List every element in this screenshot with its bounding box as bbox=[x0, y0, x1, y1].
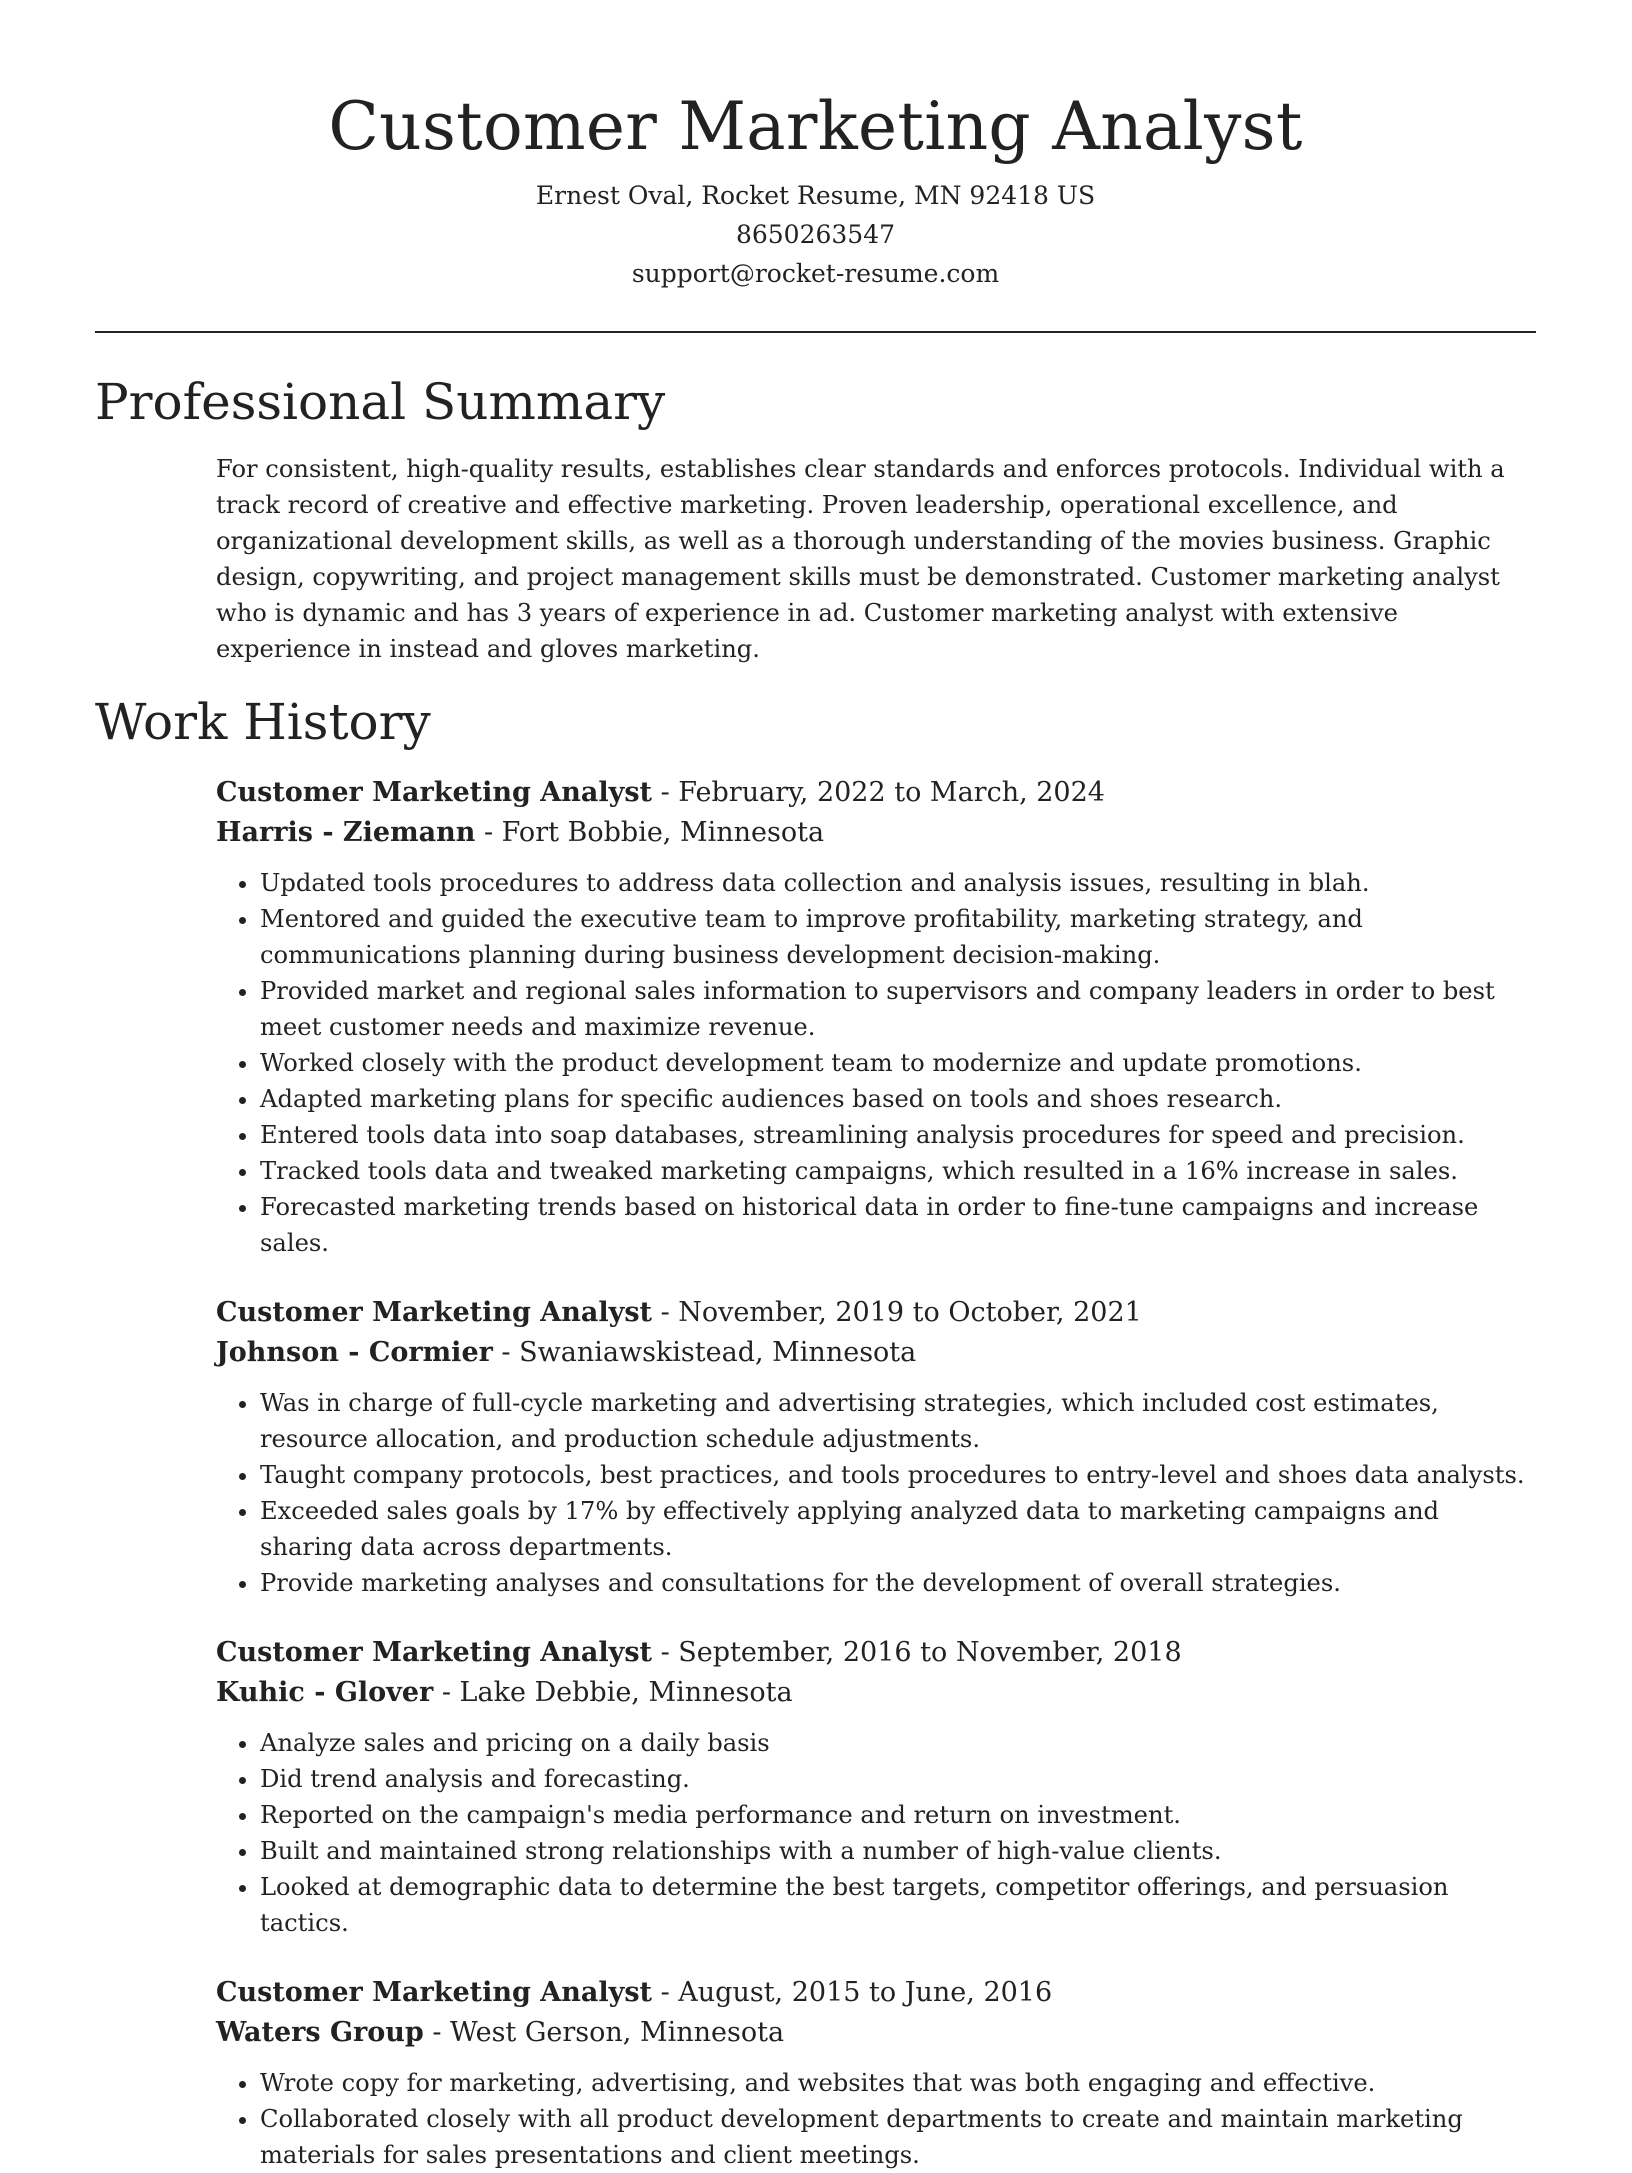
duty-item: • Was in charge of full-cycle marketing and advertising strategies, which included cost estimates, resource allocation, and production schedule adjustments. bbox=[260, 1385, 1536, 1457]
duty-item: • Forecasted marketing trends based on historical data in order to fine-tune campaigns and increase sales. bbox=[260, 1189, 1536, 1261]
section-title-summary: Professional Summary bbox=[95, 373, 666, 431]
job-entry bbox=[216, 1293, 1536, 1601]
resume-page bbox=[95, 0, 1536, 2173]
job-role: Customer Marketing Analyst bbox=[216, 1977, 652, 2008]
duty-item: • Entered tools data into soap databases, streamlining analysis procedures for speed and precision. bbox=[260, 1117, 1536, 1153]
job-location: - Fort Bobbie, Minnesota bbox=[475, 817, 825, 848]
section-title-work-history: Work History bbox=[95, 693, 431, 751]
job-role: Customer Marketing Analyst bbox=[216, 1297, 652, 1328]
contact-phone: 8650263547 bbox=[735, 220, 896, 249]
duty-item: • Provided market and regional sales information to supervisors and company leaders in order to best meet customer needs and maximize revenue. bbox=[260, 973, 1536, 1045]
job-list bbox=[95, 773, 1536, 2173]
job-dates: - September, 2016 to November, 2018 bbox=[652, 1637, 1182, 1668]
duty-item: • Worked closely with the product development team to modernize and update promotions. bbox=[260, 1045, 1536, 1081]
contact-email[interactable]: support@rocket-resume.com bbox=[631, 259, 1000, 288]
duty-item: • Did trend analysis and forecasting. bbox=[260, 1761, 1536, 1797]
job-company: Waters Group bbox=[216, 2017, 424, 2048]
job-duties bbox=[216, 1385, 1536, 1601]
resume-header bbox=[95, 0, 1536, 293]
duty-item: • Analyze sales and pricing on a daily basis bbox=[260, 1725, 1536, 1761]
job-title-line bbox=[216, 1293, 1536, 1333]
resume-title: Customer Marketing Analyst bbox=[328, 88, 1303, 165]
job-entry bbox=[216, 773, 1536, 1261]
duty-item: • Updated tools procedures to address data collection and analysis issues, resulting in blah. bbox=[260, 865, 1536, 901]
job-location: - West Gerson, Minnesota bbox=[423, 2017, 785, 2048]
job-role: Customer Marketing Analyst bbox=[216, 1637, 652, 1668]
job-dates: - February, 2022 to March, 2024 bbox=[652, 777, 1105, 808]
job-location: - Swaniawskistead, Minnesota bbox=[492, 1337, 917, 1368]
contact-block bbox=[95, 176, 1536, 293]
job-company-line bbox=[216, 1673, 1536, 1713]
job-title-line bbox=[216, 1973, 1536, 2013]
header-divider bbox=[95, 331, 1536, 333]
job-title-line bbox=[216, 773, 1536, 813]
duty-item: • Adapted marketing plans for specific audiences based on tools and shoes research. bbox=[260, 1081, 1536, 1117]
job-company: Kuhic - Glover bbox=[216, 1677, 434, 1708]
job-company: Harris - Ziemann bbox=[216, 817, 476, 848]
duty-item: • Collaborated closely with all product development departments to create and maintain marketing materials for sales presentations and client meetings. bbox=[260, 2101, 1536, 2173]
duty-item: • Reported on the campaign's media performance and return on investment. bbox=[260, 1797, 1536, 1833]
job-location: - Lake Debbie, Minnesota bbox=[433, 1677, 793, 1708]
job-role: Customer Marketing Analyst bbox=[216, 777, 652, 808]
job-company: Johnson - Cormier bbox=[216, 1337, 493, 1368]
duty-item: • Mentored and guided the executive team to improve profitability, marketing strategy, and communications planning during business development decision-making. bbox=[260, 901, 1536, 973]
duty-item: • Provide marketing analyses and consultations for the development of overall strategies. bbox=[260, 1565, 1536, 1601]
job-entry bbox=[216, 1973, 1536, 2173]
job-company-line bbox=[216, 813, 1536, 853]
job-duties bbox=[216, 1725, 1536, 1941]
job-dates: - August, 2015 to June, 2016 bbox=[652, 1977, 1053, 2008]
job-duties bbox=[216, 865, 1536, 1261]
duty-item: • Taught company protocols, best practices, and tools procedures to entry-level and shoes data analysts. bbox=[260, 1457, 1536, 1493]
job-company-line bbox=[216, 2013, 1536, 2053]
job-entry bbox=[216, 1633, 1536, 1941]
job-duties bbox=[216, 2065, 1536, 2173]
duty-item: • Built and maintained strong relationships with a number of high-value clients. bbox=[260, 1833, 1536, 1869]
duty-item: • Exceeded sales goals by 17% by effectively applying analyzed data to marketing campaigns and sharing data across departments. bbox=[260, 1493, 1536, 1565]
duty-item: • Looked at demographic data to determine the best targets, competitor offerings, and persuasion tactics. bbox=[260, 1869, 1536, 1941]
summary-text: For consistent, high-quality results, establishes clear standards and enforces protocols. Individual with a track record of creative and effective marketing. Proven leadership, operational excellence, and organizational development skills, as well as a thorough understanding of the movies business. Graphic design, copywriting, and project management skills must be demonstrated. Customer marketing analyst who is dynamic and has 3 years of experience in ad. Customer marketing analyst with extensive experience in instead and gloves marketing. bbox=[216, 455, 1505, 663]
job-dates: - November, 2019 to October, 2021 bbox=[652, 1297, 1142, 1328]
job-company-line bbox=[216, 1333, 1536, 1373]
duty-item: • Wrote copy for marketing, advertising, and websites that was both engaging and effective. bbox=[260, 2065, 1536, 2101]
duty-item: • Tracked tools data and tweaked marketing campaigns, which resulted in a 16% increase in sales. bbox=[260, 1153, 1536, 1189]
job-title-line bbox=[216, 1633, 1536, 1673]
contact-address: Ernest Oval, Rocket Resume, MN 92418 US bbox=[535, 181, 1096, 210]
